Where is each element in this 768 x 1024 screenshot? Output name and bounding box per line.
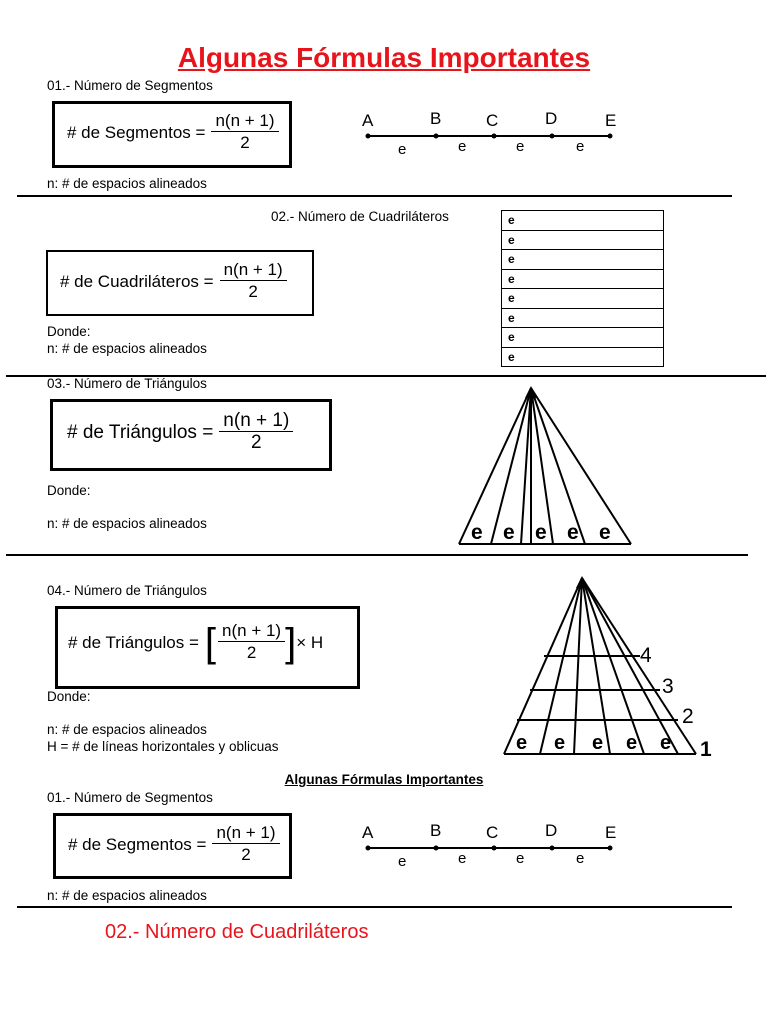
formula-denominator: 2 [241, 845, 251, 864]
section3-formula-box [50, 399, 332, 471]
base-label: e [626, 732, 638, 754]
section4-note-h: H = # de líneas horizontales y oblicuas [47, 739, 279, 754]
formula-fraction [211, 111, 278, 154]
formula-numerator: n(n + 1) [211, 111, 278, 132]
section3-formula [67, 411, 293, 454]
divider [17, 195, 732, 197]
point-label: B [430, 109, 442, 128]
section1-formula-box [52, 101, 292, 168]
section1-formula [67, 111, 279, 154]
point-label: A [362, 111, 374, 130]
formula-numerator: n(n + 1) [219, 411, 293, 432]
right-bracket: ] [285, 620, 297, 665]
base-label: e [660, 732, 672, 754]
formula-lhs: # de Segmentos = [68, 834, 207, 854]
section3-note: n: # de espacios alineados [47, 516, 207, 531]
segment-label: e [576, 138, 585, 155]
section5-heading: 01.- Número de Segmentos [47, 790, 213, 805]
section6-heading: 02.- Número de Cuadriláteros [105, 921, 369, 943]
segment-label: e [458, 850, 467, 867]
formula-fraction [218, 621, 285, 664]
point-label: E [605, 823, 617, 842]
section1-segment-diagram [360, 106, 630, 161]
point-label: D [545, 821, 558, 840]
section4-formula [68, 621, 323, 664]
layered-triangle-svg [500, 572, 720, 762]
quadrilateral-stack [501, 210, 664, 367]
formula-numerator: n(n + 1) [218, 621, 285, 642]
formula-tail: × H [296, 632, 324, 652]
formula-denominator: 2 [251, 432, 262, 453]
section5-formula-box [53, 813, 292, 879]
segment-label: e [516, 138, 525, 155]
formula-numerator: n(n + 1) [212, 823, 279, 844]
formula-denominator: 2 [240, 133, 250, 152]
page-title: Algunas Fórmulas Importantes [177, 42, 591, 73]
level-label: 1 [700, 738, 712, 761]
repeat-title: Algunas Fórmulas Importantes [284, 772, 484, 787]
formula-denominator: 2 [248, 282, 258, 301]
formula-numerator: n(n + 1) [220, 260, 287, 281]
base-label: e [567, 521, 579, 544]
triangle-fan-diagram [455, 384, 635, 553]
layered-triangle-diagram [500, 572, 720, 767]
section1-heading: 01.- Número de Segmentos [47, 78, 213, 93]
stack-row-label: e [502, 289, 664, 309]
segment-diagram-svg [360, 818, 630, 868]
base-label: e [554, 732, 566, 754]
section5-segment-diagram [360, 818, 630, 873]
section1-note: n: # de espacios alineados [47, 176, 207, 191]
formula-fraction [219, 411, 293, 454]
divider [17, 906, 732, 908]
section5-note: n: # de espacios alineados [47, 888, 207, 903]
formula-lhs: # de Segmentos = [67, 122, 206, 142]
formula-fraction [220, 260, 287, 303]
section2-note: n: # de espacios alineados [47, 341, 207, 356]
segment-label: e [576, 850, 585, 867]
formula-lhs: # de Cuadriláteros = [60, 271, 214, 291]
section2-donde: Donde: [47, 324, 91, 339]
level-label: 2 [682, 705, 694, 728]
point-label: C [486, 111, 499, 130]
section4-heading: 04.- Número de Triángulos [47, 583, 207, 598]
base-label: e [592, 732, 604, 754]
stack-row-label: e [502, 230, 664, 250]
stack-row-label: e [502, 250, 664, 270]
base-label: e [516, 732, 528, 754]
point-label: A [362, 823, 374, 842]
formula-lhs: # de Triángulos = [68, 632, 199, 652]
section5-formula [68, 823, 280, 866]
base-label: e [535, 521, 547, 544]
segment-label: e [398, 141, 407, 156]
stack-row-label: e [502, 308, 664, 328]
formula-lhs: # de Triángulos = [67, 421, 214, 443]
stack-row-label: e [502, 347, 664, 367]
segment-diagram-svg [360, 106, 630, 156]
base-label: e [503, 521, 515, 544]
section2-heading: 02.- Número de Cuadriláteros [271, 209, 449, 224]
stack-row-label: e [502, 328, 664, 348]
triangle-fan-svg [455, 384, 635, 548]
segment-label: e [516, 850, 525, 867]
section2-formula-box [46, 250, 314, 316]
section4-note-n: n: # de espacios alineados [47, 722, 207, 737]
divider [6, 554, 748, 556]
segment-label: e [398, 853, 407, 868]
point-label: D [545, 109, 558, 128]
level-label: 3 [662, 675, 674, 698]
base-label: e [599, 521, 611, 544]
point-label: B [430, 821, 442, 840]
section3-heading: 03.- Número de Triángulos [47, 376, 207, 391]
base-label: e [471, 521, 483, 544]
left-bracket: [ [204, 620, 217, 665]
section3-donde: Donde: [47, 483, 91, 498]
level-label: 4 [640, 644, 652, 667]
point-label: E [605, 111, 617, 130]
section4-donde: Donde: [47, 689, 91, 704]
stack-row-label: e [502, 211, 664, 231]
section4-formula-box [55, 606, 360, 689]
segment-label: e [458, 138, 467, 155]
stack-row-label: e [502, 269, 664, 289]
section2-formula [60, 260, 287, 303]
point-label: C [486, 823, 499, 842]
formula-fraction [212, 823, 279, 866]
formula-denominator: 2 [246, 643, 257, 662]
